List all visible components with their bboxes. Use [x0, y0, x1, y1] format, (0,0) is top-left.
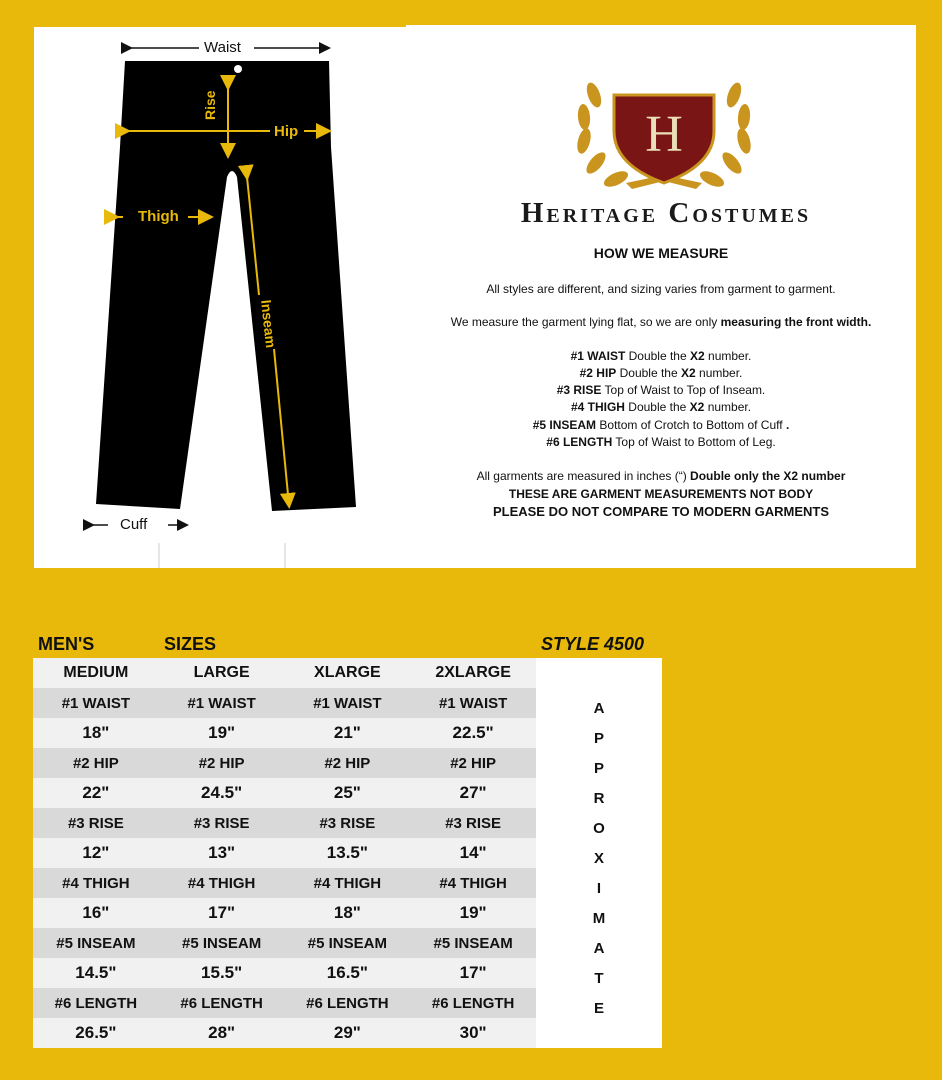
row-label: #4 THIGH	[285, 868, 411, 898]
row-label: #5 INSEAM	[33, 928, 159, 958]
table-row	[33, 808, 536, 838]
table-row	[33, 718, 536, 748]
approximate-vertical-label	[536, 694, 662, 1024]
row-label: #1 WAIST	[410, 688, 536, 718]
table-row	[33, 1018, 536, 1048]
approx-letter: A	[593, 700, 605, 717]
approx-letter: O	[593, 820, 605, 837]
table-row	[33, 748, 536, 778]
heritage-logo	[566, 65, 762, 195]
logo-monogram: H	[645, 106, 683, 163]
approx-letter: R	[593, 790, 605, 807]
warning-modern: PLEASE DO NOT COMPARE TO MODERN GARMENTS	[492, 504, 830, 520]
row-label: #3 RISE	[285, 808, 411, 838]
table-header-row	[33, 658, 536, 688]
table-cell: 27"	[410, 778, 536, 808]
cuff-label: Cuff	[120, 516, 148, 533]
size-chart	[33, 658, 662, 1048]
step-item: #5 INSEAM Bottom of Crotch to Bottom of Cuff .	[532, 417, 790, 432]
approx-letter: T	[594, 970, 604, 987]
pants-diagram	[34, 27, 406, 568]
table-cell: 29"	[285, 1018, 411, 1048]
column-header: 2XLARGE	[410, 658, 536, 688]
row-label: #4 THIGH	[33, 868, 159, 898]
info-paragraph-1: All styles are different, and sizing varies from garment to garment.	[486, 281, 836, 296]
pants-illustration	[34, 27, 406, 568]
table-cell: 16"	[33, 898, 159, 928]
table-cell: 14.5"	[33, 958, 159, 988]
table-cell: 22.5"	[410, 718, 536, 748]
table-cell: 24.5"	[159, 778, 285, 808]
table-cell: 19"	[159, 718, 285, 748]
hip-label: Hip	[274, 123, 299, 140]
inches-note: All garments are measured in inches (“) Double only the X2 number	[476, 469, 846, 484]
table-row	[33, 778, 536, 808]
row-label: #1 WAIST	[285, 688, 411, 718]
step-item: #4 THIGH Double the X2 number.	[570, 400, 752, 415]
row-label: #2 HIP	[285, 748, 411, 778]
table-cell: 19"	[410, 898, 536, 928]
row-label: #6 LENGTH	[410, 988, 536, 1018]
table-cell: 21"	[285, 718, 411, 748]
table-cell: 13.5"	[285, 838, 411, 868]
approx-letter: I	[596, 880, 602, 897]
row-label: #4 THIGH	[410, 868, 536, 898]
row-label: #3 RISE	[410, 808, 536, 838]
table-row	[33, 838, 536, 868]
column-header: LARGE	[159, 658, 285, 688]
table-cell: 17"	[159, 898, 285, 928]
approx-letter: P	[593, 760, 604, 777]
table-row	[33, 898, 536, 928]
row-label: #2 HIP	[159, 748, 285, 778]
info-paragraph-2: We measure the garment lying flat, so we are only measuring the front width.	[450, 315, 872, 329]
table-cell: 26.5"	[33, 1018, 159, 1048]
info-panel	[406, 25, 916, 568]
step-item: #6 LENGTH Top of Waist to Bottom of Leg.	[546, 434, 776, 449]
approx-letter: A	[593, 940, 605, 957]
table-cell: 16.5"	[285, 958, 411, 988]
table-cell: 22"	[33, 778, 159, 808]
table-cell: 18"	[285, 898, 411, 928]
row-label: #3 RISE	[33, 808, 159, 838]
table-cell: 14"	[410, 838, 536, 868]
row-label: #3 RISE	[159, 808, 285, 838]
row-label: #1 WAIST	[159, 688, 285, 718]
table-row	[33, 988, 536, 1018]
row-label: #6 LENGTH	[33, 988, 159, 1018]
measure-info	[406, 245, 916, 521]
inseam-label: Inseam	[258, 299, 280, 349]
table-cell: 28"	[159, 1018, 285, 1048]
column-header: MEDIUM	[33, 658, 159, 688]
table-cell: 17"	[410, 958, 536, 988]
row-label: #5 INSEAM	[285, 928, 411, 958]
row-label: #5 INSEAM	[159, 928, 285, 958]
thigh-label: Thigh	[138, 208, 179, 225]
row-label: #5 INSEAM	[410, 928, 536, 958]
table-row	[33, 688, 536, 718]
table-row	[33, 928, 536, 958]
step-item: #1 WAIST Double the X2 number.	[570, 348, 752, 363]
measure-steps	[406, 348, 916, 452]
mens-label: MEN'S	[38, 634, 95, 654]
row-label: #6 LENGTH	[159, 988, 285, 1018]
info-heading: HOW WE MEASURE	[593, 245, 729, 261]
row-label: #2 HIP	[410, 748, 536, 778]
table-cell: 30"	[410, 1018, 536, 1048]
column-header: XLARGE	[285, 658, 411, 688]
row-label: #6 LENGTH	[285, 988, 411, 1018]
row-label: #2 HIP	[33, 748, 159, 778]
approx-letter: E	[593, 1000, 604, 1017]
waist-label: Waist	[204, 39, 241, 56]
table-cell: 15.5"	[159, 958, 285, 988]
table-cell: 13"	[159, 838, 285, 868]
table-cell: 12"	[33, 838, 159, 868]
row-label: #4 THIGH	[159, 868, 285, 898]
warning-garment: THESE ARE GARMENT MEASUREMENTS NOT BODY	[508, 486, 814, 501]
table-row	[33, 868, 536, 898]
table-cell: 25"	[285, 778, 411, 808]
approx-letter: P	[593, 730, 604, 747]
step-item: #2 HIP Double the X2 number.	[579, 365, 743, 380]
approx-letter: M	[592, 910, 606, 927]
brand-name: Heritage Costumes	[520, 197, 812, 229]
row-label: #1 WAIST	[33, 688, 159, 718]
rise-label: Rise	[202, 90, 218, 120]
style-number: STYLE 4500	[541, 634, 645, 654]
step-item: #3 RISE Top of Waist to Top of Inseam.	[556, 383, 766, 398]
size-table	[33, 658, 536, 1048]
approx-letter: X	[593, 850, 604, 867]
sizes-label: SIZES	[164, 634, 217, 654]
table-cell: 18"	[33, 718, 159, 748]
table-row	[33, 958, 536, 988]
